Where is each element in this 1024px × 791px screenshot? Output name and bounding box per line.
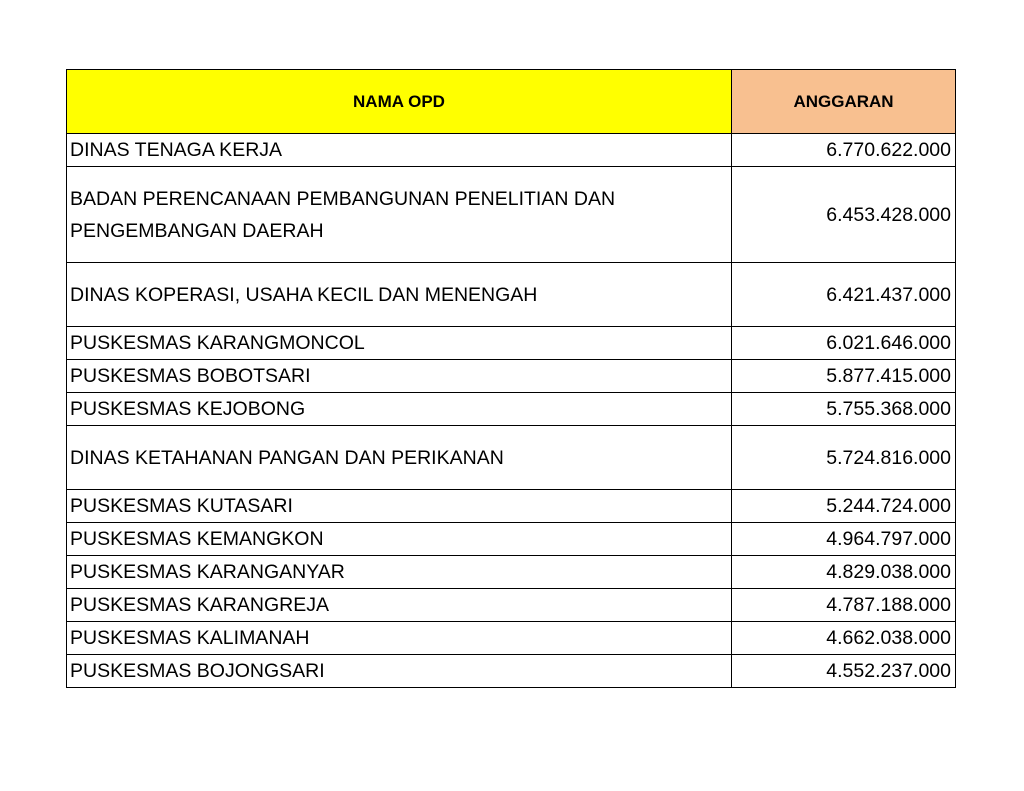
table-row xyxy=(67,655,956,688)
table-row xyxy=(67,589,956,622)
opd-name-cell: BADAN PERENCANAAN PEMBANGUNAN PENELITIAN DAN PENGEMBANGAN DAERAH xyxy=(67,167,732,263)
budget-sheet xyxy=(66,69,955,688)
opd-name-cell: PUSKESMAS BOBOTSARI xyxy=(67,360,732,393)
budget-amount-cell: 5.244.724.000 xyxy=(732,490,956,523)
budget-table xyxy=(66,69,956,688)
column-header-anggaran: ANGGARAN xyxy=(732,70,956,134)
opd-name-cell: PUSKESMAS KARANGANYAR xyxy=(67,556,732,589)
table-row xyxy=(67,426,956,490)
opd-name-cell: DINAS KOPERASI, USAHA KECIL DAN MENENGAH xyxy=(67,263,732,327)
table-row xyxy=(67,393,956,426)
opd-name-cell: PUSKESMAS KARANGREJA xyxy=(67,589,732,622)
budget-amount-cell: 6.770.622.000 xyxy=(732,134,956,167)
budget-amount-cell: 4.552.237.000 xyxy=(732,655,956,688)
opd-name-cell: PUSKESMAS BOJONGSARI xyxy=(67,655,732,688)
opd-name-cell: DINAS TENAGA KERJA xyxy=(67,134,732,167)
table-row xyxy=(67,360,956,393)
budget-amount-cell: 4.662.038.000 xyxy=(732,622,956,655)
opd-name-cell: DINAS KETAHANAN PANGAN DAN PERIKANAN xyxy=(67,426,732,490)
budget-amount-cell: 4.964.797.000 xyxy=(732,523,956,556)
table-row xyxy=(67,327,956,360)
table-body xyxy=(67,134,956,688)
budget-amount-cell: 6.421.437.000 xyxy=(732,263,956,327)
opd-name-cell: PUSKESMAS KEMANGKON xyxy=(67,523,732,556)
budget-amount-cell: 5.877.415.000 xyxy=(732,360,956,393)
opd-name-cell: PUSKESMAS KALIMANAH xyxy=(67,622,732,655)
table-row xyxy=(67,490,956,523)
column-header-nama-opd: NAMA OPD xyxy=(67,70,732,134)
budget-amount-cell: 6.021.646.000 xyxy=(732,327,956,360)
table-row xyxy=(67,167,956,263)
table-row xyxy=(67,134,956,167)
opd-name-cell: PUSKESMAS KARANGMONCOL xyxy=(67,327,732,360)
table-row xyxy=(67,556,956,589)
table-header-row xyxy=(67,70,956,134)
table-row xyxy=(67,622,956,655)
budget-amount-cell: 6.453.428.000 xyxy=(732,167,956,263)
table-row xyxy=(67,263,956,327)
budget-amount-cell: 5.755.368.000 xyxy=(732,393,956,426)
budget-amount-cell: 4.829.038.000 xyxy=(732,556,956,589)
table-row xyxy=(67,523,956,556)
opd-name-cell: PUSKESMAS KEJOBONG xyxy=(67,393,732,426)
opd-name-cell: PUSKESMAS KUTASARI xyxy=(67,490,732,523)
budget-amount-cell: 5.724.816.000 xyxy=(732,426,956,490)
budget-amount-cell: 4.787.188.000 xyxy=(732,589,956,622)
